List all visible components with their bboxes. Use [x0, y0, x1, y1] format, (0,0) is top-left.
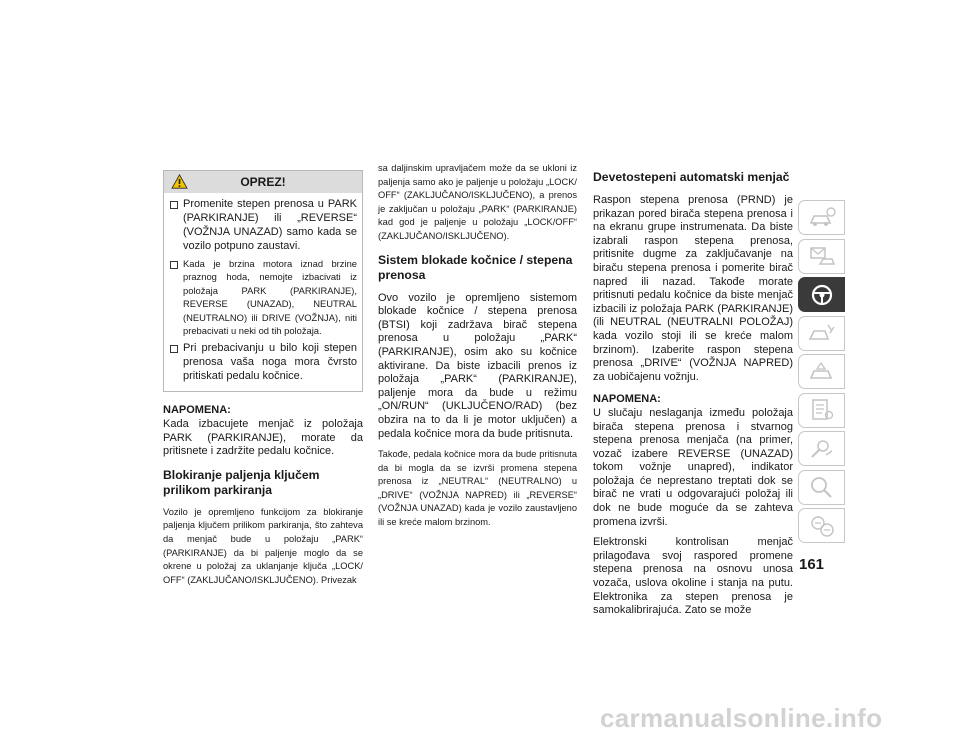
tab-service-checklist[interactable]	[798, 393, 845, 428]
caution-item	[168, 341, 357, 383]
right-column	[593, 170, 793, 618]
language-icon	[808, 514, 836, 538]
caution-item	[168, 197, 357, 253]
tab-steering-wheel[interactable]	[798, 277, 845, 312]
search-icon	[808, 475, 836, 499]
tab-search[interactable]	[798, 470, 845, 505]
steering-wheel-icon	[808, 283, 836, 307]
note-text: Kada izbacujete menjač iz položaja PARK (PARKIRANJE), morate da pritisnete i zadržite pedalu kočnice.	[163, 418, 363, 458]
left-column	[163, 170, 363, 587]
caution-item	[168, 257, 357, 337]
caution-item-text: Promenite stepen prenosa u PARK (PARKIRANJE) ili „REVERSE“ (VOŽNJA UNAZAD) samo kada se vozilo potpuno zaustavi.	[183, 198, 357, 252]
section-tabs	[798, 200, 845, 547]
section-heading: Sistem blokade kočnice / stepena prenosa	[378, 252, 573, 282]
car-tools-icon	[808, 437, 836, 461]
body-paragraph: Raspon stepena prenosa (PRND) je prikazan pored birača stepena prenosa i na ekranu grupe instrumenata. Da biste izabrali raspon stepena prenosa, pritisnite dugme za zaključavanje na biraču stepena prenosa i pomerite birač napred ili nazad. Takođe morate pritisnuti pedalu kočnice da biste menjač izbacili iz položaja PARK (PARKIRANJE) (ili NEUTRAL (NEUTRALNI POLOŽAJ) kada vozilo stoji ili se kreće malom brzinom). Izaberite raspon stepena prenosa „DRIVE“ (VOŽNJA NAPRED) za uobičajenu vožnju.	[593, 194, 793, 383]
body-paragraph: Vozilo je opremljeno funkcijom za blokiranje paljenja ključem prilikom parkiranja, što zahteva da menjač bude u položaju „PARK“ (PARKIRANJE) da bi paljenje moglo da se okrene u položaj za uklanjanje ključa „LOCK/ OFF“ (ZAKLJUČANO/ISKLJUČENO). Privezak	[163, 506, 363, 585]
checkbox-bullet-icon	[170, 201, 178, 209]
tab-car-crash[interactable]	[798, 316, 845, 351]
tab-language[interactable]	[798, 508, 845, 543]
note-label: NAPOMENA:	[163, 404, 231, 417]
tab-car-mail[interactable]	[798, 239, 845, 274]
warning-triangle-icon	[171, 174, 188, 189]
note-text: U slučaju neslaganja između položaja birača stepena prenosa i stvarnog stepena prenosa menjača (na primer, vozač izabere REVERSE (UNAZAD) tokom vožnje unapred), indikator položaja će neprestano treptati dok se birač ne vrati u odgovarajući položaj ili dok ne bude moguće da se zahteva promena izvrši.	[593, 406, 793, 528]
caution-header	[164, 171, 362, 193]
body-paragraph: Takođe, pedala kočnice mora da bude pritisnuta da bi mogla da se izvrši promena stepena prenosa iz „NEUTRAL“ (NEUTRALNO) u „DRIVE“ (VOŽNJA NAPRED) ili „REVERSE“ (VOŽNJA UNAZAD) kada je vozilo zaustavljeno ili se kreće malom brzinom.	[378, 449, 577, 528]
page-number: 161	[799, 556, 825, 573]
tab-car-info[interactable]	[798, 200, 845, 235]
tab-car-tools[interactable]	[798, 431, 845, 466]
caution-body	[164, 193, 362, 391]
watermark: carmanualsonline.info	[600, 703, 883, 733]
checkbox-bullet-icon	[170, 345, 178, 353]
caution-item-text: Kada je brzina motora iznad brzine praznog hoda, nemojte izbacivati iz položaja PARK (PARKIRANJE), REVERSE (UNAZAD), NEUTRAL (NEUTRALNO) ili DRIVE (VOŽNJA), niti prebacivati u neki od tih položaja.	[183, 258, 357, 337]
tab-car-warning[interactable]	[798, 354, 845, 389]
section-heading: Devetostepeni automatski menjač	[593, 170, 790, 184]
caution-box	[163, 170, 363, 392]
service-checklist-icon	[808, 398, 836, 422]
car-crash-icon	[808, 321, 836, 345]
caution-item-text: Pri prebacivanju u bilo koji stepen prenosa vaša noga mora čvrsto pritiskati pedalu kočnice.	[183, 342, 357, 383]
car-mail-icon	[808, 244, 836, 268]
middle-column	[378, 163, 577, 530]
section-heading: Blokiranje paljenja ključem prilikom parkiranja	[163, 467, 320, 497]
checkbox-bullet-icon	[170, 261, 178, 269]
note-label: NAPOMENA:	[593, 393, 661, 406]
body-paragraph: Ovo vozilo je opremljeno sistemom blokade kočnice / stepena prenosa (BTSI) koji zadržava birač stepena prenosa u položaju „PARK“ (PARKIRANJE), osim ako su kočnice aktivirane. Da biste izbacili prenos iz položaja „PARK“ (PARKIRANJE), paljenje mora da bude u režimu „ON/RUN“ (UKLJUČENO/RAD) (bez obzira na to da li je motor uključen) a pedala kočnice mora da bude pritisnuta.	[378, 291, 577, 440]
car-warning-icon	[808, 360, 836, 384]
body-paragraph: sa daljinskim upravljačem može da se ukloni iz paljenja samo ako je paljenje u položaju „LOCK/ OFF“ (ZAKLJUČANO/ISKLJUČENO), a prenos je zaključan u položaju „PARK“ (PARKIRANJE) kad god je paljenje u položaju „LOCK/OFF“ (ZAKLJUČANO/ISKLJUČENO).	[378, 163, 577, 241]
car-info-icon	[808, 206, 836, 230]
body-paragraph: Elektronski kontrolisan menjač prilagođava svoj raspored promene stepena prenosa na osnovu unosa vozača, uslova okoline i stanja na putu. Elektronika za stepen prenosa je samokalibrirajuća. Zato se može	[593, 536, 793, 617]
caution-title: OPREZ!	[240, 175, 286, 189]
